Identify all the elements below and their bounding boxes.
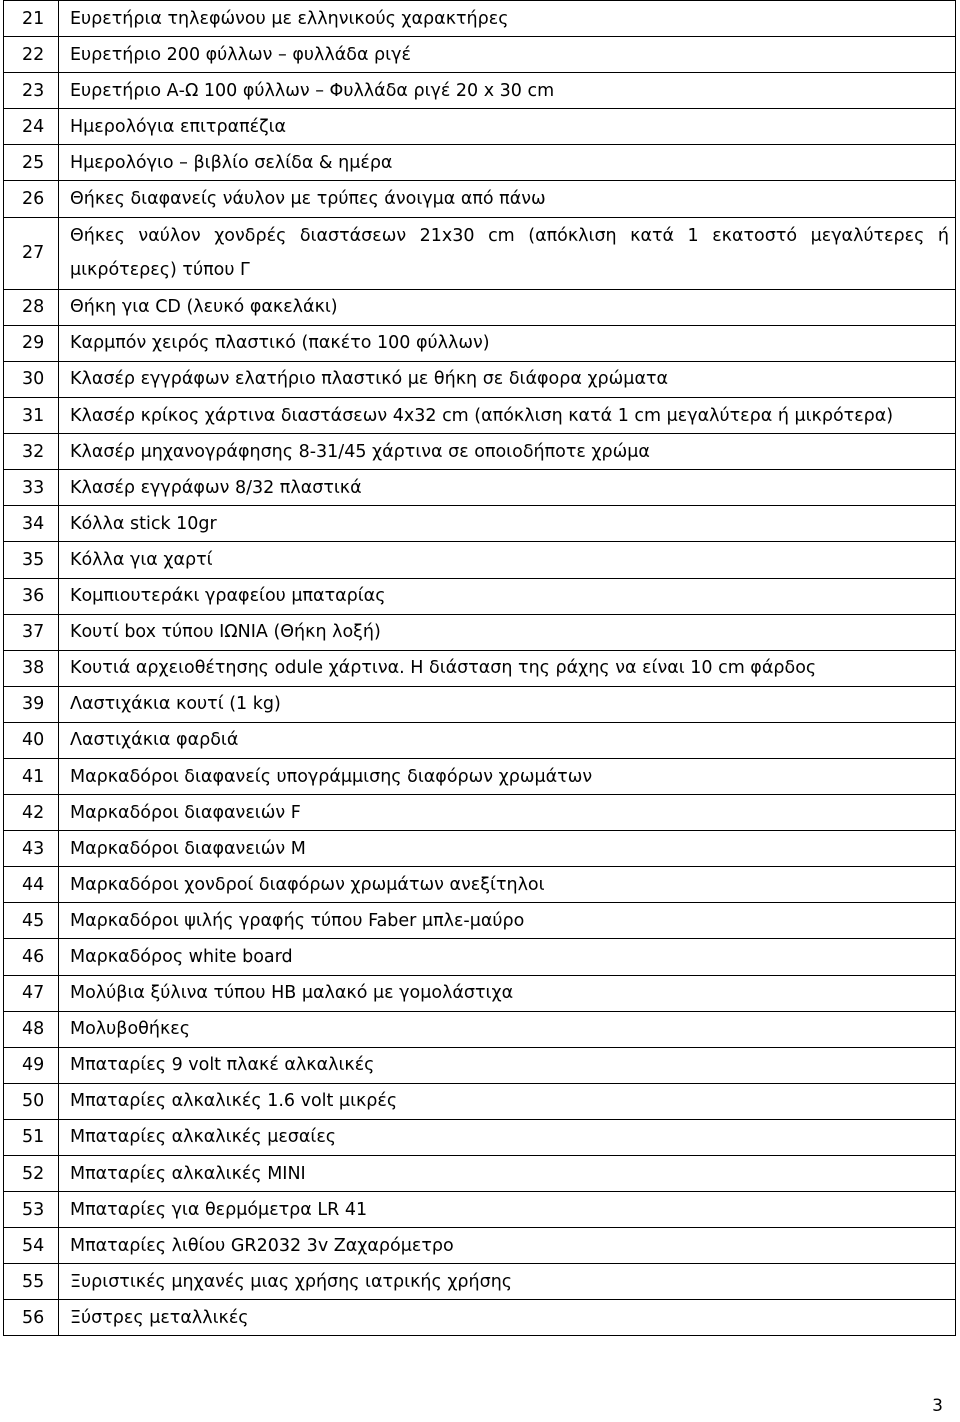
item-description: Μαρκαδόρος white board [59,939,956,975]
item-description: Κλασέρ μηχανογράφησης 8-31/45 χάρτινα σε οποιοδήποτε χρώμα [59,434,956,470]
table-row [4,434,956,470]
item-description: Ευρετήριο Α-Ω 100 φύλλων – Φυλλάδα ριγέ 20 x 30 cm [59,73,956,109]
item-number: 52 [4,1156,59,1192]
item-description: Μπαταρίες 9 volt πλακέ αλκαλικές [59,1047,956,1083]
item-description: Κομπιουτεράκι γραφείου μπαταρίας [59,578,956,614]
item-description: Κουτιά αρχειοθέτησης odule χάρτινα. Η διάσταση της ράχης να είναι 10 cm φάρδος [59,650,956,686]
item-number: 30 [4,361,59,397]
table-row [4,398,956,434]
item-description: Ευρετήριο 200 φύλλων – φυλλάδα ριγέ [59,37,956,73]
table-row [4,614,956,650]
item-number: 42 [4,795,59,831]
item-number: 34 [4,506,59,542]
item-description: Ξύστρες μεταλλικές [59,1300,956,1336]
table-row [4,1264,956,1300]
table-row [4,217,956,289]
item-description: Κλασέρ εγγράφων ελατήριο πλαστικό με θήκη σε διάφορα χρώματα [59,361,956,397]
table-row [4,758,956,794]
item-description: Μαρκαδόροι διαφανείς υπογράμμισης διαφόρων χρωμάτων [59,758,956,794]
item-number: 48 [4,1011,59,1047]
table-row [4,831,956,867]
item-description: Μαρκαδόροι διαφανειών F [59,795,956,831]
table-row [4,542,956,578]
item-description: Κόλλα stick 10gr [59,506,956,542]
items-table [3,0,956,1336]
table-row [4,975,956,1011]
item-number: 35 [4,542,59,578]
item-description: Ημερολόγια επιτραπέζια [59,109,956,145]
item-description: Κλασέρ κρίκος χάρτινα διαστάσεων 4x32 cm (απόκλιση κατά 1 cm μεγαλύτερα ή μικρότερα) [59,398,956,434]
item-description: Ευρετήρια τηλεφώνου με ελληνικούς χαρακτήρες [59,1,956,37]
table-row [4,1228,956,1264]
item-number: 29 [4,325,59,361]
item-description: Ημερολόγιο – βιβλίο σελίδα & ημέρα [59,145,956,181]
table-row [4,73,956,109]
table-row [4,1047,956,1083]
table-row [4,181,956,217]
table-row [4,325,956,361]
table-row [4,361,956,397]
table-row [4,145,956,181]
item-number: 45 [4,903,59,939]
table-row [4,578,956,614]
item-description: Θήκη για CD (λευκό φακελάκι) [59,289,956,325]
items-table-body [4,1,956,1336]
item-number: 39 [4,686,59,722]
item-number: 33 [4,470,59,506]
item-number: 36 [4,578,59,614]
item-number: 54 [4,1228,59,1264]
table-row [4,1192,956,1228]
item-description: Καρμπόν χειρός πλαστικό (πακέτο 100 φύλλων) [59,325,956,361]
item-description: Κλασέρ εγγράφων 8/32 πλαστικά [59,470,956,506]
item-description: Κουτί box τύπου ΙΩΝΙΑ (Θήκη λοξή) [59,614,956,650]
page-number: 3 [932,1396,943,1416]
table-row [4,1011,956,1047]
item-number: 40 [4,722,59,758]
item-number: 22 [4,37,59,73]
item-number: 47 [4,975,59,1011]
item-description: Μπαταρίες αλκαλικές MINI [59,1156,956,1192]
item-description: Λαστιχάκια κουτί (1 kg) [59,686,956,722]
item-description: Μολυβοθήκες [59,1011,956,1047]
table-row [4,650,956,686]
item-number: 51 [4,1119,59,1155]
table-row [4,795,956,831]
item-description: Ξυριστικές μηχανές μιας χρήσης ιατρικής χρήσης [59,1264,956,1300]
table-row [4,1083,956,1119]
table-row [4,470,956,506]
item-description: Μπαταρίες αλκαλικές 1.6 volt μικρές [59,1083,956,1119]
item-description: Μπαταρίες λιθίου GR2032 3v Ζαχαρόμετρο [59,1228,956,1264]
table-row [4,506,956,542]
item-number: 27 [4,217,59,289]
table-row [4,686,956,722]
item-description: Κόλλα για χαρτί [59,542,956,578]
item-number: 55 [4,1264,59,1300]
item-description: Μολύβια ξύλινα τύπου HB μαλακό με γομολάστιχα [59,975,956,1011]
table-row [4,1,956,37]
item-number: 49 [4,1047,59,1083]
item-number: 41 [4,758,59,794]
item-number: 23 [4,73,59,109]
table-row [4,109,956,145]
item-description: Θήκες διαφανείς νάυλον με τρύπες άνοιγμα από πάνω [59,181,956,217]
table-row [4,37,956,73]
item-number: 46 [4,939,59,975]
item-description: Μαρκαδόροι ψιλής γραφής τύπου Faber μπλε-μαύρο [59,903,956,939]
table-row [4,903,956,939]
table-row [4,722,956,758]
item-description: Μπαταρίες για θερμόμετρα LR 41 [59,1192,956,1228]
item-number: 50 [4,1083,59,1119]
item-number: 44 [4,867,59,903]
item-number: 26 [4,181,59,217]
table-row [4,1156,956,1192]
item-number: 25 [4,145,59,181]
item-number: 38 [4,650,59,686]
table-row [4,939,956,975]
table-row [4,1119,956,1155]
item-number: 32 [4,434,59,470]
table-row [4,289,956,325]
item-number: 37 [4,614,59,650]
table-row [4,1300,956,1336]
item-number: 56 [4,1300,59,1336]
item-description: Μαρκαδόροι διαφανειών M [59,831,956,867]
item-number: 43 [4,831,59,867]
item-description: Μπαταρίες αλκαλικές μεσαίες [59,1119,956,1155]
item-description: Θήκες ναύλον χονδρές διαστάσεων 21x30 cm (απόκλιση κατά 1 εκατοστό μεγαλύτερες ή μικρότερες) τύπου Γ [59,217,956,289]
table-row [4,867,956,903]
item-description: Λαστιχάκια φαρδιά [59,722,956,758]
item-number: 53 [4,1192,59,1228]
item-description: Μαρκαδόροι χονδροί διαφόρων χρωμάτων ανεξίτηλοι [59,867,956,903]
item-number: 21 [4,1,59,37]
item-number: 31 [4,398,59,434]
item-number: 24 [4,109,59,145]
item-number: 28 [4,289,59,325]
